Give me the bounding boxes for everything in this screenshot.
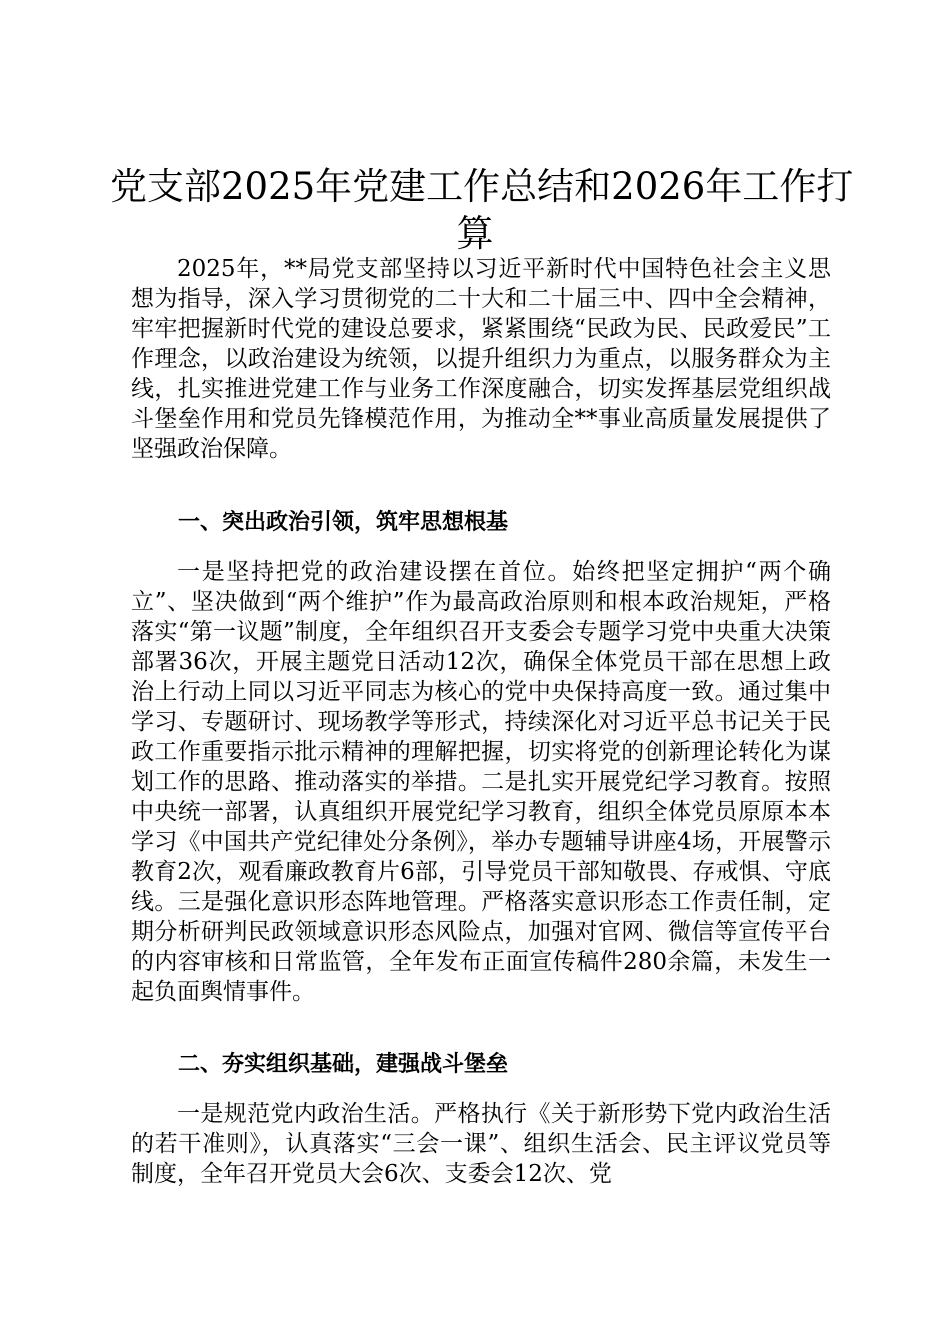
section1-paragraph: 一是坚持把党的政治建设摆在首位。始终把坚定拥护“两个确立”、坚决做到“两个维护”作为最高政治原则和根本政治规矩，严格落实“第一议题”制度，全年组织召开支委会专题学习党中央重大决策部署36次，开展主题党日活动12次，确保全体党员干部在思想上政治上行动上同以习近平同志为核心的党中央保持高度一致。通过集中学习、专题研讨、现场教学等形式，持续深化对习近平总书记关于民政工作重要指示批示精神的理解把握，切实将党的创新理论转化为谋划工作的思路、推动落实的举措。二是扎实开展党纪学习教育。按照中央统一部署，认真组织开展党纪学习教育，组织全体党员原原本本学习《中国共产党纪律处分条例》，举办专题辅导讲座4场，开展警示教育2次，观看廉政教育片6部，引导党员干部知敬畏、存戒惧、守底线。三是强化意识形态阵地管理。严格落实意识形态工作责任制，定期分析研判民政领域意识形态风险点，加强对官网、微信等宣传平台的内容审核和日常监管，全年发布正面宣传稿件280余篇，未发生一起负面舆情事件。	[131, 559, 831, 1005]
document-title-line1: 党支部2025年党建工作总结和2026年工作打	[110, 165, 854, 208]
document-title-line2: 算	[456, 212, 494, 255]
section2-paragraph: 一是规范党内政治生活。严格执行《关于新形势下党内政治生活的若干准则》，认真落实“三会一课”、组织生活会、民主评议党员等制度，全年召开党员大会6次、支委会12次、党	[131, 1101, 831, 1187]
intro-paragraph: 2025年，**局党支部坚持以习近平新时代中国特色社会主义思想为指导，深入学习贯彻党的二十大和二十届三中、四中全会精神，牢牢把握新时代党的建设总要求，紧紧围绕“民政为民、民政爱民”工作理念，以政治建设为统领，以提升组织力为重点，以服务群众为主线，扎实推进党建工作与业务工作深度融合，切实发挥基层党组织战斗堡垒作用和党员先锋模范作用，为推动全**事业高质量发展提供了坚强政治保障。	[131, 256, 831, 462]
section1-heading: 一、突出政治引领，筑牢思想根基	[178, 510, 509, 535]
section2-heading: 二、夯实组织基础，建强战斗堡垒	[178, 1052, 509, 1077]
